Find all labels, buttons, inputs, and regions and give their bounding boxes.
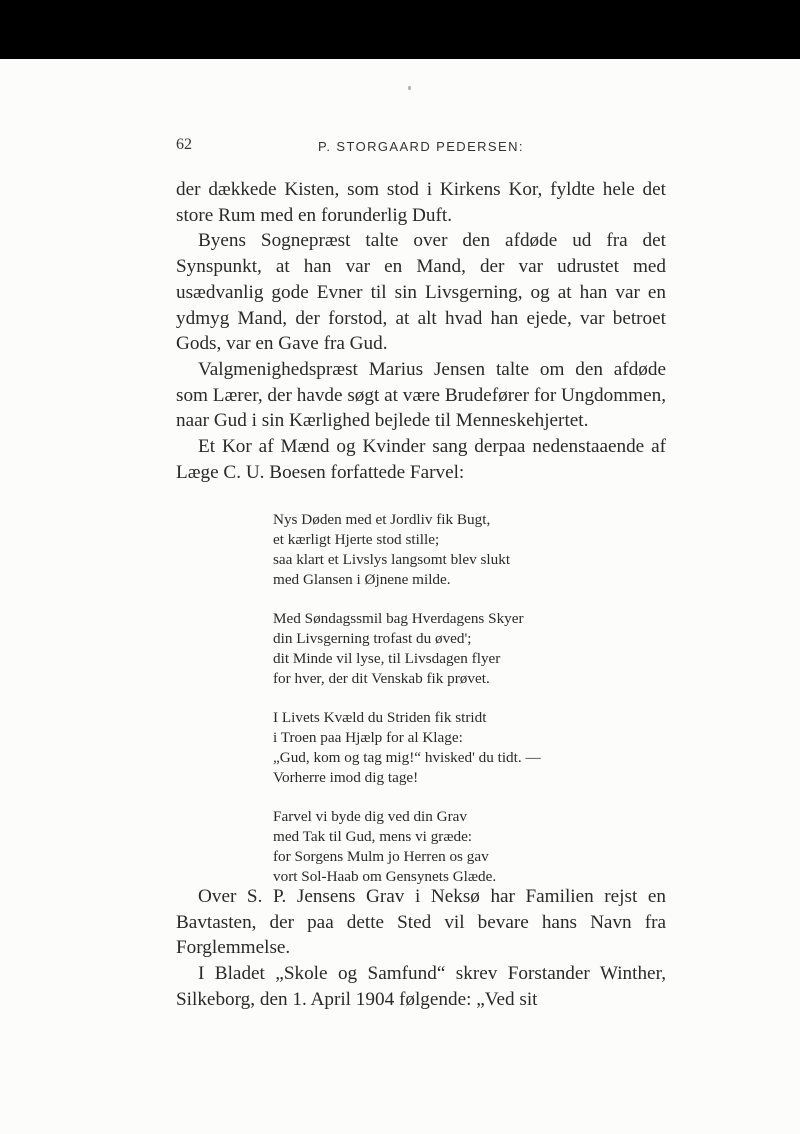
poem-stanza bbox=[273, 609, 633, 689]
poem-line: med Tak til Gud, mens vi græde: bbox=[273, 828, 473, 845]
poem-line: Med Søndagssmil bag Hverdagens Skyer bbox=[273, 610, 524, 627]
poem-line: for Sorgens Mulm jo Herren os gav bbox=[273, 848, 489, 865]
poem-line: vort Sol-Haab om Gensynets Glæde. bbox=[273, 868, 497, 885]
ink-speck bbox=[408, 86, 411, 90]
poem-line: din Livsgerning trofast du øved'; bbox=[273, 630, 472, 647]
poem-line: Farvel vi byde dig ved din Grav bbox=[273, 808, 468, 825]
paragraph-valgmenighedspraest: Valgmenighedspræst Marius Jensen talte om den afdøde som Lærer, der havde søgt at være Brudefører for Ungdommen, naar Gud i sin Kærlighed bejlede til Menneskehjertet. bbox=[176, 358, 666, 432]
poem-stanza bbox=[273, 807, 633, 887]
poem-stanza bbox=[273, 708, 633, 788]
black-top-border bbox=[0, 0, 800, 59]
running-header bbox=[176, 136, 666, 156]
body-text-top bbox=[176, 177, 666, 485]
paragraph-bavtasten: Over S. P. Jensens Grav i Neksø har Familien rejst en Bavtasten, der paa dette Sted vil bevare hans Navn fra Forglemmelse. bbox=[176, 886, 666, 959]
poem-line: saa klart et Livslys langsomt blev slukt bbox=[273, 551, 511, 568]
poem-stanza bbox=[273, 510, 633, 590]
poem-line: for hver, der dit Venskab fik prøvet. bbox=[273, 670, 490, 687]
poem-line: Nys Døden med et Jordliv fik Bugt, bbox=[273, 511, 491, 528]
poem-line: et kærligt Hjerte stod stille; bbox=[273, 531, 440, 548]
page-number: 62 bbox=[176, 136, 192, 153]
paragraph-skole-og-samfund: I Bladet „Skole og Samfund“ skrev Forstander Winther, Silkeborg, den 1. April 1904 følgende: „Ved sit bbox=[176, 963, 666, 1010]
poem-line: I Livets Kvæld du Striden fik stridt bbox=[273, 709, 487, 726]
paragraph-continuation: der dækkede Kisten, som stod i Kirkens Kor, fyldte hele det store Rum med en forunderlig Duft. bbox=[176, 179, 666, 226]
poem-line: med Glansen i Øjnene milde. bbox=[273, 571, 451, 588]
poem-farvel bbox=[273, 510, 633, 906]
paragraph-kor: Et Kor af Mænd og Kvinder sang derpaa nedenstaaende af Læge C. U. Boesen forfattede Farvel: bbox=[176, 436, 666, 483]
poem-line: „Gud, kom og tag mig!“ hvisked' du tidt. — bbox=[273, 749, 541, 766]
poem-line: dit Minde vil lyse, til Livsdagen flyer bbox=[273, 650, 501, 667]
poem-line: Vorherre imod dig tage! bbox=[273, 769, 419, 786]
body-text-bottom bbox=[176, 884, 666, 1013]
paragraph-sognepraest: Byens Sognepræst talte over den afdøde ud fra det Synspunkt, at han var en Mand, der var udrustet med usædvanlig gode Evner til sin Livsgerning, og at han var en ydmyg Mand, der forstod, at alt hvad han ejede, var betroet Gods, var en Gave fra Gud. bbox=[176, 230, 666, 355]
poem-line: i Troen paa Hjælp for al Klage: bbox=[273, 729, 463, 746]
running-title: P. STORGAARD PEDERSEN: bbox=[318, 139, 524, 154]
